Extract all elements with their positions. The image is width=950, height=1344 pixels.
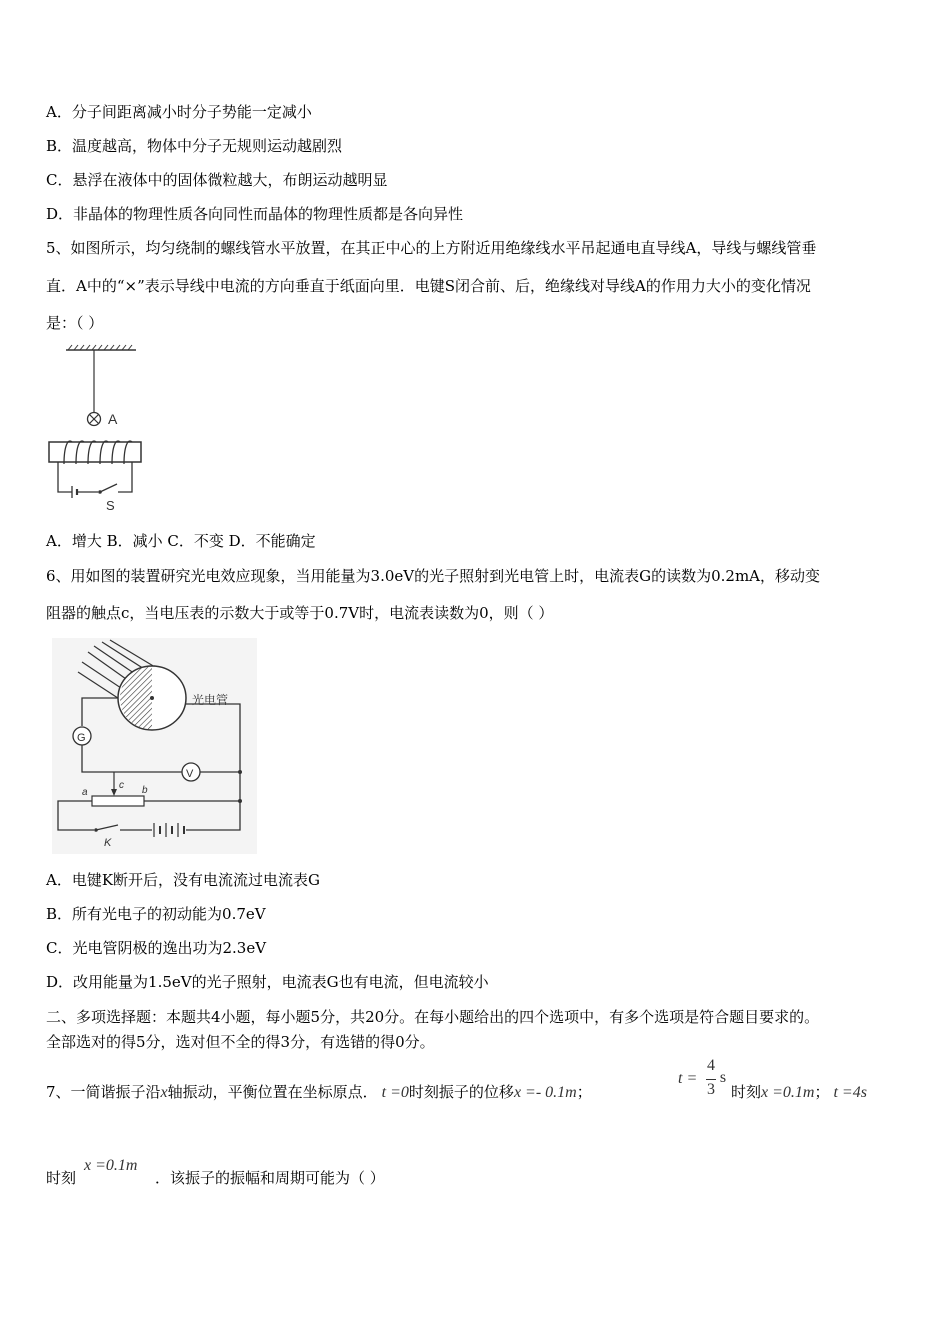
ammeter-g-label: G [77, 732, 86, 744]
q6-photoelectric-figure [52, 638, 257, 854]
q7-after-x: 轴振动，平衡位置在坐标原点． [167, 1083, 378, 1101]
q5-stem-line1: 5、如图所示，均匀绕制的螺线管水平放置，在其正中心的上方附近用绝缘线水平吊起通电直导线A，导线与螺线管垂 [46, 239, 817, 257]
q5-stem-line3: 是：（ ） [46, 314, 104, 332]
q7-t4: t =4s [833, 1084, 867, 1101]
q7-semi2: ； [814, 1083, 830, 1101]
q7-semi1: ； [576, 1083, 592, 1101]
q6-option-d: D．改用能量为1.5eV的光子照射，电流表G也有电流，但电流较小 [46, 973, 489, 991]
q7-stem-line1-tail [731, 1082, 867, 1103]
q7-frac-unit: s [719, 1069, 727, 1086]
wire-a-label: A [108, 411, 118, 427]
q4-option-b: B．温度越高，物体中分子无规则运动越剧烈 [46, 137, 343, 155]
q7-x-pos-2: x =0.1m [84, 1157, 138, 1174]
q4-option-a: A．分子间距离减小时分子势能一定减小 [46, 103, 312, 121]
q4-option-c: C．悬浮在液体中的固体微粒越大，布朗运动越明显 [46, 171, 388, 189]
switch-k-label: K [104, 837, 112, 849]
q7-frac-t: t = [678, 1070, 698, 1087]
voltmeter-v-label: V [186, 768, 194, 780]
switch-s-label: S [106, 498, 115, 513]
q6-option-c: C．光电管阴极的逸出功为2.3eV [46, 939, 267, 957]
section2-line2: 全部选对的得5分，选对但不全的得3分，有选错的得0分。 [46, 1033, 435, 1051]
q4-option-d: D．非晶体的物理性质各向同性而晶体的物理性质都是各向异性 [46, 205, 464, 223]
q7-t0: t =0 [381, 1084, 409, 1101]
q7-x-neg: x =- 0.1m [513, 1084, 577, 1101]
q5-options: A．增大 B．减小 C．不变 D．不能确定 [46, 532, 316, 550]
q6-stem-line1: 6、用如图的装置研究光电效应现象，当用能量为3.0eV的光子照射到光电管上时，电流表G的读数为0.2mA，移动变 [46, 567, 821, 585]
q7-fraction-time [678, 1057, 728, 1103]
q7-stem-line2-tail: ．该振子的振幅和周期可能为（ ） [155, 1169, 385, 1187]
q7-stem-line1 [46, 1082, 592, 1103]
tube-label: 光电管 [192, 693, 229, 707]
q6-option-a: A．电键K断开后，没有电流流过电流表G [46, 871, 321, 889]
q7-x-var: x [160, 1084, 168, 1101]
q6-stem-line2: 阻器的触点c，当电压表的示数大于或等于0.7V时，电流表读数为0，则（ ） [46, 604, 554, 622]
q7-frac-den: 3 [707, 1081, 715, 1098]
contact-c-label: c [119, 780, 124, 791]
q7-lead: 7、一简谐振子沿 [46, 1083, 161, 1101]
q7-mid2: 时刻 [731, 1083, 762, 1101]
q7-stem-line2-lead: 时刻 [46, 1169, 77, 1187]
q7-mid1: 时刻振子的位移 [408, 1083, 514, 1101]
q5-stem-line2: 直．A中的“×”表示导线中电流的方向垂直于纸面向里．电键S闭合前、后，绝缘线对导线A的作用力大小的变化情况 [46, 277, 811, 295]
q6-option-b: B．所有光电子的初动能为0.7eV [46, 905, 266, 923]
q5-solenoid-figure [44, 342, 150, 514]
q7-frac-num: 4 [707, 1057, 715, 1074]
terminal-b-label: b [142, 785, 148, 796]
q7-x-pos: x =0.1m [761, 1084, 815, 1101]
terminal-a-label: a [82, 787, 88, 798]
section2-line1: 二、多项选择题：本题共4小题，每小题5分，共20分。在每小题给出的四个选项中，有多个选项是符合题目要求的。 [46, 1008, 820, 1026]
